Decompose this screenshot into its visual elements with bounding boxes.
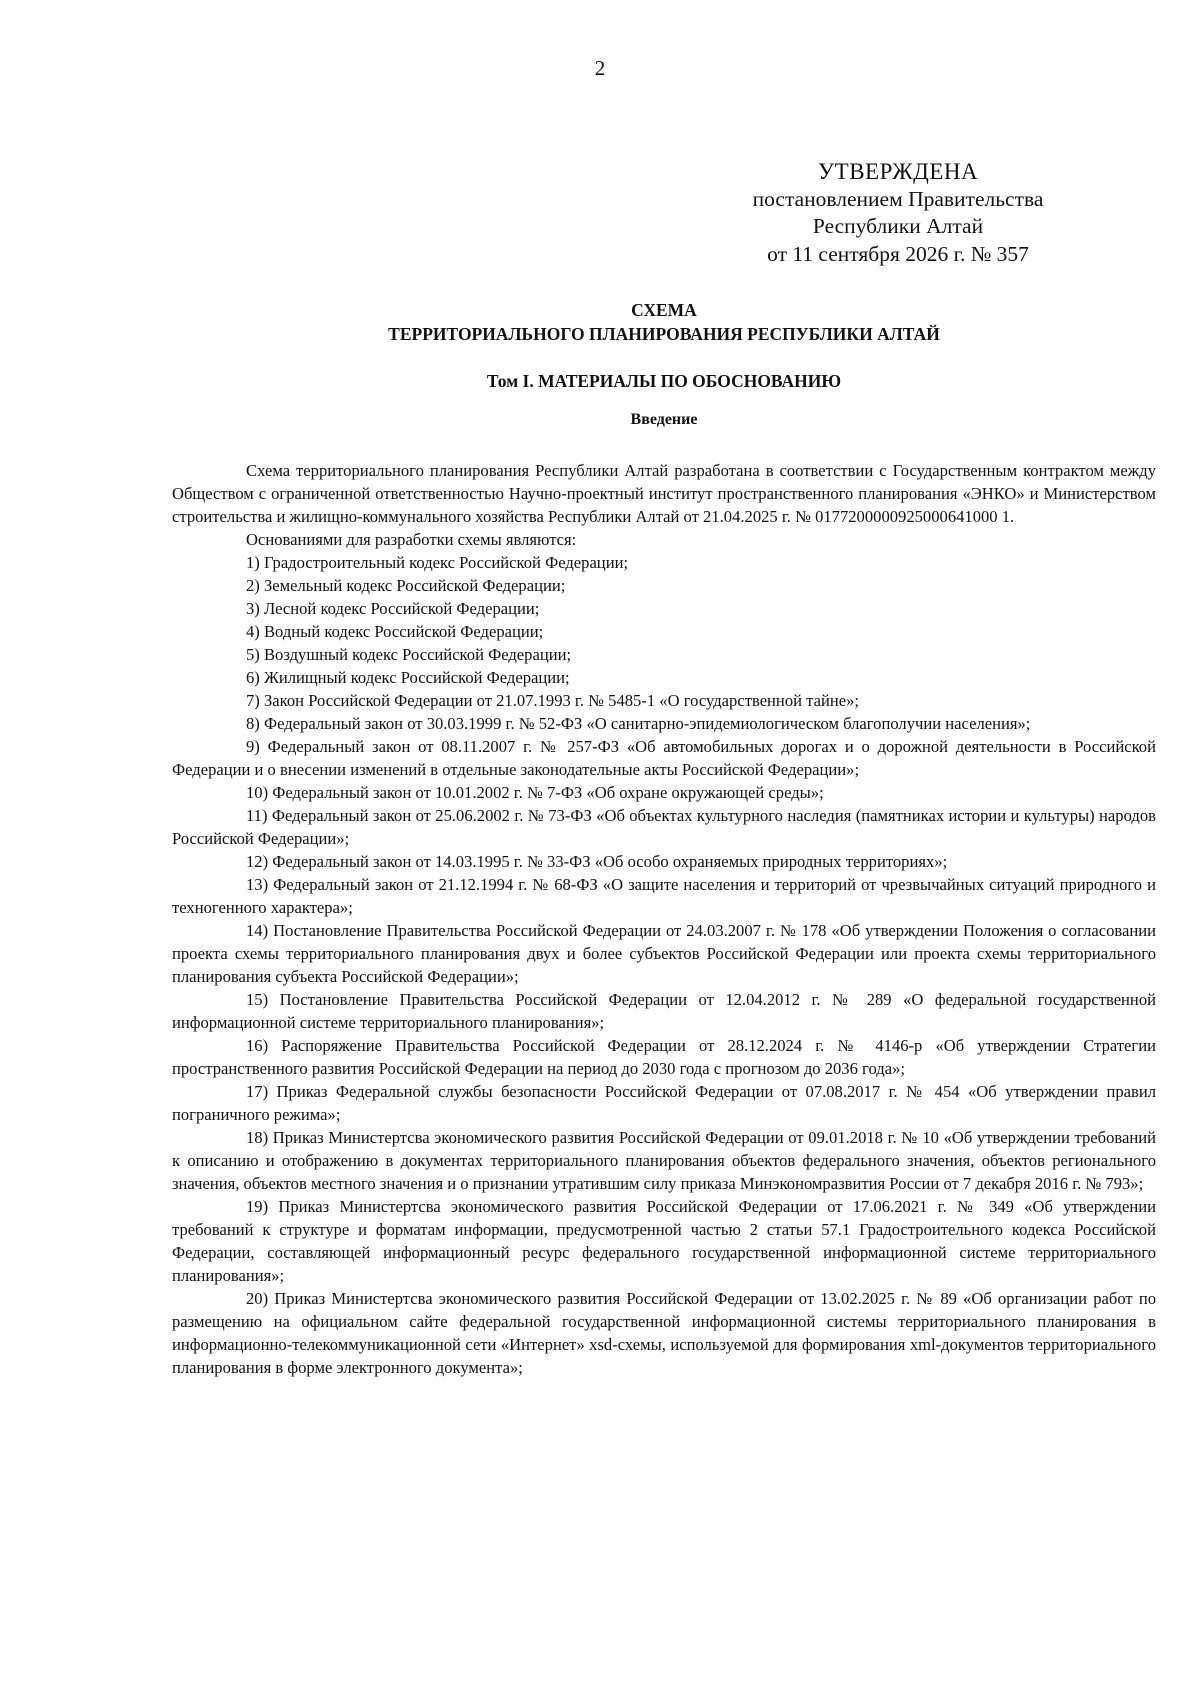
- volume-title: Том I. МАТЕРИАЛЫ ПО ОБОСНОВАНИЮ: [486, 371, 842, 391]
- basis-item: 18) Приказ Министертсва экономического развития Российской Федерации от 09.01.2018 г. № 10 «Об утверждении требований к описанию и отображению в документах территориального планирования объектов федерального значения, объектов регионального значения, объектов местного значения и о признании утратившим силу приказа Минэкономразвития России от 7 декабря 2016 г. № 793»;: [172, 1128, 1156, 1193]
- basis-item: 8) Федеральный закон от 30.03.1999 г. № 52-ФЗ «О санитарно-эпидемиологическом благополучии населения»;: [246, 714, 1031, 733]
- document-title-line-2: ТЕРРИТОРИАЛЬНОГО ПЛАНИРОВАНИЯ РЕСПУБЛИКИ АЛТАЙ: [388, 324, 940, 344]
- basis-item: 12) Федеральный закон от 14.03.1995 г. № 33-ФЗ «Об особо охраняемых природных территориях»;: [246, 852, 948, 871]
- basis-item: 1) Градостроительный кодекс Российской Федерации;: [246, 553, 629, 572]
- approval-title: УТВЕРЖДЕНА: [817, 159, 979, 184]
- approval-line-2: Республики Алтай: [812, 214, 984, 238]
- basis-item: 17) Приказ Федеральной службы безопасности Российской Федерации от 07.08.2017 г. № 454 «Об утверждении правил пограничного режима»;: [172, 1082, 1156, 1124]
- document-body: [172, 459, 1156, 1379]
- basis-item: 9) Федеральный закон от 08.11.2007 г. № 257-ФЗ «Об автомобильных дорогах и о дорожной деятельности в Российской Федерации и о внесении изменений в отдельные законодательные акты Российской Федерации»;: [172, 737, 1156, 779]
- basis-item: 16) Распоряжение Правительства Российской Федерации от 28.12.2024 г. № 4146-р «Об утверждении Стратегии пространственного развития Российской Федерации на период до 2030 года с прогнозом до 2036 года»;: [172, 1036, 1156, 1078]
- basis-item: 10) Федеральный закон от 10.01.2002 г. № 7-ФЗ «Об охране окружающей среды»;: [246, 783, 824, 802]
- basis-item: 19) Приказ Министертсва экономического развития Российской Федерации от 17.06.2021 г. № 349 «Об утверждении требований к структуре и форматам информации, предусмотренной частью 2 статьи 57.1 Градостроительного кодекса Российской Федерации, составляющей информационный ресурс федерального государственной информационной системе территориального планирования»;: [172, 1197, 1156, 1285]
- basis-item: 7) Закон Российской Федерации от 21.07.1993 г. № 5485-1 «О государственной тайне»;: [246, 691, 859, 710]
- approval-line-1: постановлением Правительства: [752, 186, 1044, 211]
- basis-item: 2) Земельный кодекс Российской Федерации;: [246, 576, 566, 595]
- basis-item: 4) Водный кодекс Российской Федерации;: [246, 622, 544, 641]
- basis-item: 14) Постановление Правительства Российской Федерации от 24.03.2007 г. № 178 «Об утверждении Положения о согласовании проекта схемы территориального планирования двух и более субъектов Российской Федерации или проекта схемы территориального планирования субъекта Российской Федерации»;: [172, 921, 1156, 986]
- document-heading: [172, 298, 1156, 431]
- bases-lead: Основаниями для разработки схемы являются:: [246, 530, 577, 549]
- basis-item: 15) Постановление Правительства Российской Федерации от 12.04.2012 г. № 289 «О федеральной государственной информационной системе территориального планирования»;: [172, 990, 1156, 1032]
- basis-item: 20) Приказ Министертсва экономического развития Российской Федерации от 13.02.2025 г. № 89 «Об организации работ по размещению на официальном сайте федеральной государственной информационной системы территориального планирования в информационно-телекоммуникационной сети «Интернет» xsd-схемы, используемой для формирования xml-документов территориального планирования в форме электронного документа»;: [172, 1289, 1156, 1377]
- basis-item: 3) Лесной кодекс Российской Федерации;: [246, 599, 540, 618]
- basis-item: 6) Жилищный кодекс Российской Федерации;: [246, 668, 570, 687]
- basis-item: 11) Федеральный закон от 25.06.2002 г. № 73-ФЗ «Об объектах культурного наследия (памятниках истории и культуры) народов Российской Федерации»;: [172, 806, 1156, 848]
- section-title: Введение: [630, 411, 698, 428]
- basis-item: 5) Воздушный кодекс Российской Федерации;: [246, 645, 572, 664]
- basis-item: 13) Федеральный закон от 21.12.1994 г. № 68-ФЗ «О защите населения и территорий от чрезвычайных ситуаций природного и техногенного характера»;: [172, 875, 1156, 917]
- document-title-line-1: СХЕМА: [631, 300, 697, 320]
- intro-paragraph: Схема территориального планирования Республики Алтай разработана в соответствии с Государственным контрактом между Обществом с ограниченной ответственностью Научно-проектный институт пространственного планирования «ЭНКО» и Министерством строительства и жилищно-коммунального хозяйства Республики Алтай от 21.04.2025 г. № 0177200000925000641000 1.: [172, 461, 1156, 526]
- approval-line-3: от 11 сентября 2026 г. № 357: [767, 241, 1029, 266]
- approval-stamp-block: [728, 158, 1068, 268]
- page-number: 2: [594, 56, 606, 80]
